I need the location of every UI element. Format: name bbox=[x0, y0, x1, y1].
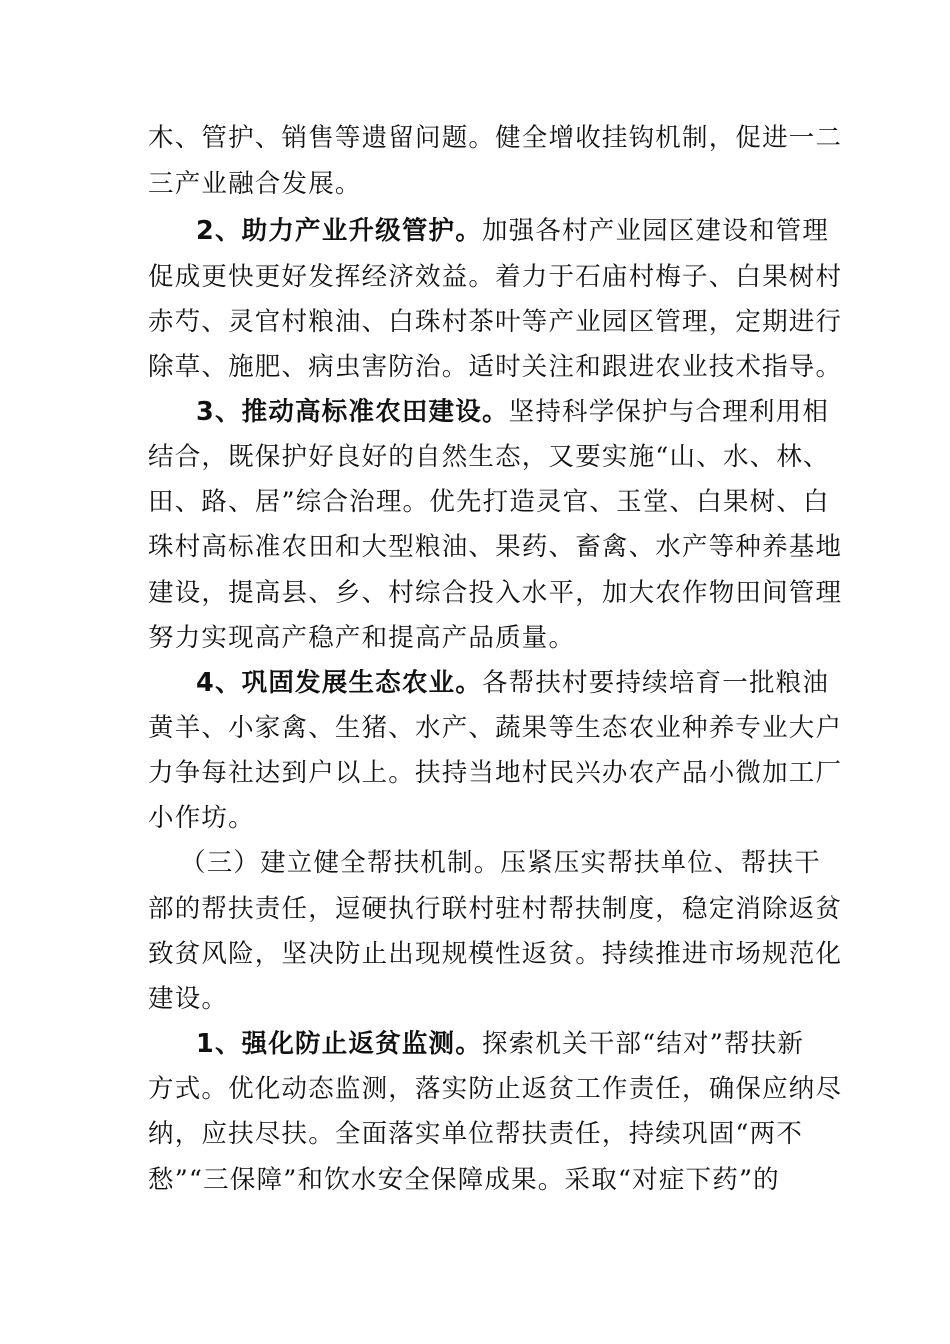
text-line: 黄羊、小家禽、生猪、水产、蔬果等生态农业种养专业大户 bbox=[148, 713, 843, 743]
item-text: 加强各村产业园区建设和管理 bbox=[481, 216, 830, 246]
item-text: 探索机关干部“结对”帮扶新 bbox=[481, 1029, 805, 1059]
list-item-heading-line bbox=[196, 1024, 812, 1064]
text-line: 田、路、居”综合治理。优先打造灵官、玉堂、白果树、白 bbox=[148, 487, 830, 517]
text-line: 珠村高标准农田和大型粮油、果药、畜禽、水产等种养基地 bbox=[148, 532, 843, 562]
section-heading: （三）建立健全帮扶机制。 bbox=[180, 848, 501, 878]
list-item-heading-line bbox=[196, 211, 830, 251]
text-line: 建设。 bbox=[148, 984, 229, 1014]
text-line: 部的帮扶责任，逗硬执行联村驻村帮扶制度，稳定消除返贫 bbox=[148, 894, 843, 924]
text-line: 建设，提高县、乡、村综合投入水平，加大农作物田间管理 bbox=[148, 578, 843, 608]
section-text: 压紧压实帮扶单位、帮扶干 bbox=[500, 848, 821, 878]
text-line: 除草、施肥、病虫害防治。适时关注和跟进农业技术指导。 bbox=[148, 352, 843, 382]
item-heading: 3、推动高标准农田建设。 bbox=[196, 397, 509, 427]
text-line: 致贫风险，坚决防止出现规模性返贫。持续推进市场规范化 bbox=[148, 939, 843, 969]
text-line: 努力实现高产稳产和提高产品质量。 bbox=[148, 623, 576, 653]
text-line: 纳，应扶尽扶。全面落实单位帮扶责任，持续巩固“两不 bbox=[148, 1119, 804, 1149]
list-item-heading-line bbox=[196, 392, 830, 432]
text-line: 小作坊。 bbox=[148, 803, 255, 833]
item-heading: 1、强化防止返贫监测。 bbox=[196, 1029, 482, 1059]
section-heading-line bbox=[180, 843, 821, 883]
text-line: 愁”“三保障”和饮水安全保障成果。采取“对症下药”的 bbox=[148, 1165, 780, 1195]
text-line: 力争每社达到户以上。扶持当地村民兴办农产品小微加工厂 bbox=[148, 758, 843, 788]
text-line: 促成更快更好发挥经济效益。着力于石庙村梅子、白果树村 bbox=[148, 262, 843, 292]
text-line: 三产业融合发展。 bbox=[148, 169, 362, 199]
text-line: 赤芍、灵官村粮油、白珠村茶叶等产业园区管理，定期进行 bbox=[148, 307, 843, 337]
item-heading: 2、助力产业升级管护。 bbox=[196, 216, 482, 246]
text-line: 结合，既保护好良好的自然生态，又要实施“山、水、林、 bbox=[148, 442, 830, 472]
list-item-heading-line bbox=[196, 663, 830, 703]
text-line: 木、管护、销售等遗留问题。健全增收挂钩机制，促进一二 bbox=[148, 123, 843, 153]
item-heading: 4、巩固发展生态农业。 bbox=[196, 668, 482, 698]
item-text: 坚持科学保护与合理利用相 bbox=[508, 397, 830, 427]
item-text: 各帮扶村要持续培育一批粮油 bbox=[481, 668, 830, 698]
text-line: 方式。优化动态监测，落实防止返贫工作责任，确保应纳尽 bbox=[148, 1074, 843, 1104]
